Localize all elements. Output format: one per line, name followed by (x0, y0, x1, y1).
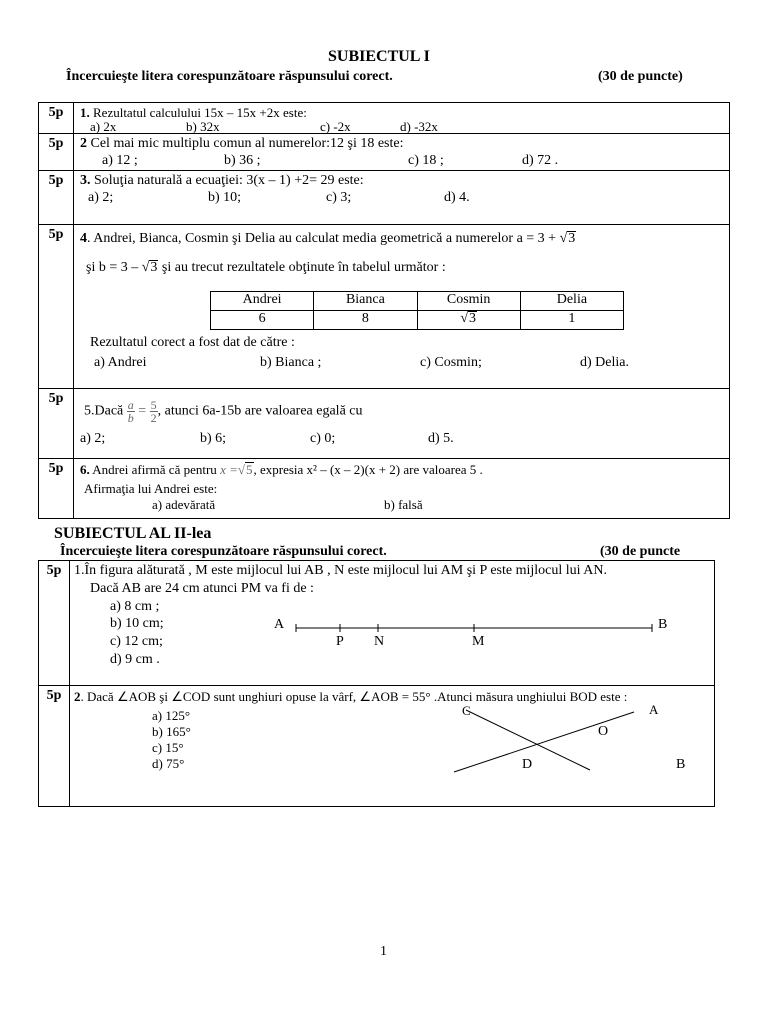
results-value-cosmin: √3 (417, 311, 520, 330)
section1-instruction: Încercuieşte litera corespunzătoare răspunsului corect. (66, 69, 393, 84)
label-b-angle: B (676, 757, 686, 772)
results-table (210, 291, 624, 330)
results-value-bianca: 8 (314, 311, 417, 330)
q6-number: 6. (80, 462, 90, 477)
section2-table (38, 560, 715, 807)
label-c: C (462, 703, 471, 718)
q4-text2b: şi au trecut rezultatele obţinute în tabelul următor : (158, 260, 446, 275)
q3-option-c[interactable]: c) 3; (326, 190, 352, 205)
q4-text2a: şi b = 3 – (86, 260, 139, 275)
q1-number: 1. (80, 105, 90, 120)
q3-text: Soluţia naturală a ecuaţiei: 3(x – 1) +2= 29 este: (90, 173, 364, 188)
q3-number: 3. (80, 173, 91, 188)
q2-number: 2 (80, 136, 87, 151)
label-o: O (598, 724, 609, 739)
q5-text: , atunci 6a-15b are valoarea egală cu (157, 403, 363, 419)
sqrt-symbol: √ (559, 231, 568, 246)
q4-option-b[interactable]: b) Bianca ; (260, 355, 322, 370)
q2-option-d[interactable]: d) 72 . (522, 153, 559, 168)
p2-option-c[interactable]: c) 15° (152, 740, 184, 755)
q1-option-a[interactable]: a) 2x (90, 119, 117, 134)
q2-option-b[interactable]: b) 36 ; (224, 153, 261, 168)
label-a-angle: A (649, 702, 659, 717)
page-number: 1 (380, 944, 387, 959)
q1-option-c[interactable]: c) -2x (320, 119, 351, 134)
q6-option-b[interactable]: b) falsă (384, 497, 423, 512)
p2-option-d[interactable]: d) 75° (152, 756, 185, 771)
p1-option-b[interactable]: b) 10 cm; (110, 616, 164, 631)
q4-number: 4 (80, 231, 87, 246)
p1-points: 5p (39, 561, 70, 686)
q2-points: 5p (39, 134, 74, 171)
p2-number: 2 (74, 689, 81, 704)
label-a: A (274, 617, 285, 632)
q6-option-a[interactable]: a) adevărată (152, 497, 216, 512)
q5-option-a[interactable]: a) 2; (80, 431, 106, 446)
q6-text3: Afirmaţia lui Andrei este: (84, 481, 218, 496)
q3-option-a[interactable]: a) 2; (88, 190, 114, 205)
q6-radicand: 5 (246, 462, 253, 477)
q2-option-c[interactable]: c) 18 ; (408, 153, 444, 168)
q2-cell (74, 134, 730, 171)
q6-cell (74, 459, 730, 519)
q3-option-d[interactable]: d) 4. (444, 190, 470, 205)
q4-text1: . Andrei, Bianca, Cosmin şi Delia au calculat media geometrică a numerelor a = 3 + (87, 231, 557, 246)
q6-x-equals: x = (220, 462, 238, 477)
sqrt-symbol: √ (460, 311, 468, 326)
sqrt-symbol: √ (237, 462, 245, 477)
results-header-bianca: Bianca (314, 292, 417, 311)
q5-option-d[interactable]: d) 5. (428, 431, 454, 446)
results-value-andrei: 6 (211, 311, 314, 330)
q5-option-b[interactable]: b) 6; (200, 431, 227, 446)
results-header-andrei: Andrei (211, 292, 314, 311)
label-n: N (374, 634, 385, 649)
section2-instruction: Încercuieşte litera corespunzătoare răspunsului corect. (60, 544, 387, 559)
p1-option-c[interactable]: c) 12 cm; (110, 634, 163, 649)
q6-text2: , expresia x² – (x – 2)(x + 2) are valoarea 5 . (253, 462, 483, 477)
label-d: D (522, 757, 533, 772)
results-header-delia: Delia (520, 292, 623, 311)
fraction-5-over-2: $\frac{5}{2}$ (150, 398, 157, 425)
p2-option-b[interactable]: b) 165° (152, 724, 191, 739)
results-header-cosmin: Cosmin (417, 292, 520, 311)
p1-option-a[interactable]: a) 8 cm ; (110, 599, 160, 614)
q1-option-b[interactable]: b) 32x (186, 119, 220, 134)
line-da (454, 712, 634, 772)
q2-option-a[interactable]: a) 12 ; (102, 153, 138, 168)
q1-cell (74, 103, 730, 134)
q5-points: 5p (39, 389, 74, 459)
label-b: B (658, 617, 668, 632)
section1-table (38, 102, 730, 519)
p1-option-d[interactable]: d) 9 cm . (110, 652, 160, 667)
label-p: P (336, 634, 344, 649)
angle-figure (450, 704, 670, 784)
q6-text1: Andrei afirmă că pentru (89, 462, 217, 477)
results-value-delia: 1 (520, 311, 623, 330)
q4-option-a[interactable]: a) Andrei (94, 355, 147, 370)
q5-number: 5.Dacă (84, 403, 124, 419)
p1-text1: 1.În figura alăturată , M este mijlocul lui AB , N este mijlocul lui AM şi P este mijlocul lui AN. (74, 563, 607, 578)
p1-text2: Dacă AB are 24 cm atunci PM va fi de : (90, 581, 314, 596)
q4-option-d[interactable]: d) Delia. (580, 355, 629, 370)
fraction-a-over-b: $\frac{a}{b}$ (127, 398, 134, 425)
q5-cell: 5.Dacă $\frac{a}{b}$ = $\frac{5}{2}$ , atunci 6a-15b are valoarea egală cu a) 2; b) 6; c) 0; d) 5. (74, 389, 730, 459)
q2-text: Cel mai mic multiplu comun al numerelor:12 şi 18 este: (87, 136, 404, 151)
q4-points: 5p (39, 225, 74, 389)
sqrt-symbol: √ (141, 260, 150, 275)
section1-points: (30 de puncte) (598, 69, 683, 84)
section2-points: (30 de puncte (600, 544, 681, 559)
section1-title: SUBIECTUL I (328, 48, 430, 65)
q4-text3: Rezultatul corect a fost dat de către : (90, 335, 295, 350)
q6-points: 5p (39, 459, 74, 519)
p2-text: . Dacă ∠AOB şi ∠COD sunt unghiuri opuse la vârf, ∠AOB = 55° .Atunci măsura unghiului BOD este : (80, 689, 628, 704)
q5-option-c[interactable]: c) 0; (310, 431, 336, 446)
p2-cell (70, 686, 715, 807)
section2-title: SUBIECTUL AL II-lea (54, 525, 212, 542)
q1-text: Rezultatul calculului 15x – 15x +2x este: (89, 105, 307, 120)
q4-radicand-a: 3 (568, 231, 576, 246)
p2-option-a[interactable]: a) 125° (152, 708, 191, 723)
q4-option-c[interactable]: c) Cosmin; (420, 355, 482, 370)
q3-cell (74, 171, 730, 225)
q3-points: 5p (39, 171, 74, 225)
q1-points: 5p (39, 103, 74, 134)
p1-cell (70, 561, 715, 686)
p2-points: 5p (39, 686, 70, 807)
q4-radicand-b: 3 (150, 260, 158, 275)
q3-option-b[interactable]: b) 10; (208, 190, 242, 205)
q4-cell (74, 225, 730, 389)
q1-option-d[interactable]: d) -32x (400, 119, 438, 134)
label-m: M (472, 634, 485, 649)
